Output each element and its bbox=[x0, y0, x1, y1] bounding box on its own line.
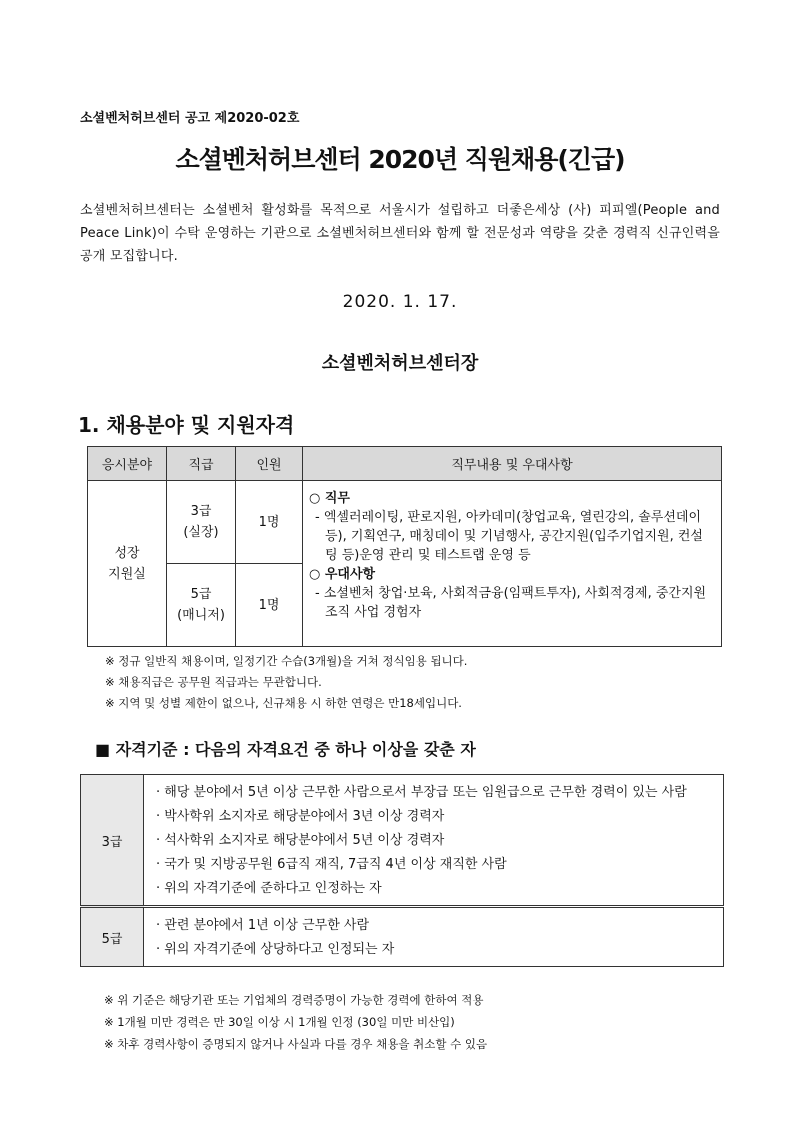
grade-line: 3급 bbox=[190, 504, 212, 519]
note-line: ※ 지역 및 성별 제한이 없으나, 신규채용 시 하한 연령은 만18세입니다. bbox=[105, 696, 462, 710]
criteria-item: · 국가 및 지방공무원 6급직 재직, 7급직 4년 이상 재직한 사람 bbox=[156, 857, 507, 872]
header-count: 인원 bbox=[236, 447, 303, 481]
criteria-item: · 석사학위 소지자로 해당분야에서 5년 이상 경력자 bbox=[156, 833, 445, 848]
grade-label: 5급 bbox=[81, 907, 144, 967]
count-cell: 1명 bbox=[236, 564, 303, 647]
recruitment-notes bbox=[105, 651, 467, 714]
note-line: ※ 1개월 미만 경력은 만 30일 이상 시 1개월 인정 (30일 미만 비산입) bbox=[104, 1015, 455, 1029]
grade5-criteria bbox=[144, 907, 724, 967]
grade3-criteria bbox=[144, 775, 724, 907]
grade-cell bbox=[167, 481, 236, 564]
count-cell: 1명 bbox=[236, 481, 303, 564]
table-row bbox=[81, 907, 724, 967]
criteria-item: · 관련 분야에서 1년 이상 근무한 사람 bbox=[156, 918, 370, 933]
header-grade: 직급 bbox=[167, 447, 236, 481]
criteria-item: · 위의 자격기준에 상당하다고 인정되는 자 bbox=[156, 942, 395, 957]
grade-label: 3급 bbox=[81, 775, 144, 907]
field-name-line: 지원실 bbox=[108, 566, 146, 582]
intro-paragraph: 소셜벤처허브센터는 소셜벤처 활성화를 목적으로 서울시가 설립하고 더좋은세상 (사) 피피엘(People and Peace Link)이 수탁 운영하는 기관으로 소셜벤처허브센터와 함께 할 전문성과 역량을 갖춘 경력직 신규인력을 공개 모집합니다. bbox=[80, 203, 720, 264]
grade-line: 5급 bbox=[190, 587, 212, 602]
page-title: 소셜벤처허브센터 2020년 직원채용(긴급) bbox=[175, 145, 625, 174]
criteria-item: · 박사학위 소지자로 해당분야에서 3년 이상 경력자 bbox=[156, 809, 445, 824]
table-header-row bbox=[88, 447, 722, 481]
section-title-recruitment: 1. 채용분야 및 지원자격 bbox=[78, 413, 295, 437]
section-title-qualifications: ■ 자격기준 : 다음의 자격요건 중 하나 이상을 갖춘 자 bbox=[95, 740, 476, 759]
preference-description: - 소셜벤처 창업·보육, 사회적금융(임팩트투자), 사회적경제, 중간지원조직 사업 경험자 bbox=[315, 586, 707, 620]
grade-line: (실장) bbox=[183, 525, 219, 540]
qualification-notes bbox=[104, 989, 487, 1055]
qualification-table bbox=[80, 774, 724, 967]
duty-description: - 엑셀러레이팅, 판로지원, 아카데미(창업교육, 열린강의, 솔루션데이 등), 기획연구, 매칭데이 및 기념행사, 공간지원(입주기업지원, 컨설팅 등)운영 관리 및 테스트랩 운영 등 bbox=[315, 510, 703, 563]
announcement-date: 2020. 1. 17. bbox=[342, 292, 458, 312]
grade-cell bbox=[167, 564, 236, 647]
field-cell bbox=[88, 481, 167, 647]
table-row bbox=[88, 481, 722, 564]
criteria-item: · 해당 분야에서 5년 이상 근무한 사람으로서 부장급 또는 임원급으로 근무한 경력이 있는 사람 bbox=[156, 785, 687, 800]
duty-cell bbox=[303, 481, 722, 647]
grade-line: (매니저) bbox=[177, 608, 225, 623]
note-line: ※ 정규 일반직 채용이며, 일정기간 수습(3개월)을 거쳐 정식임용 됩니다. bbox=[105, 654, 468, 668]
note-line: ※ 채용직급은 공무원 직급과는 무관합니다. bbox=[105, 675, 322, 689]
header-duty: 직무내용 및 우대사항 bbox=[303, 447, 722, 481]
field-name-line: 성장 bbox=[114, 545, 140, 561]
notice-number: 소셜벤처허브센터 공고 제2020-02호 bbox=[80, 111, 300, 126]
note-line: ※ 위 기준은 해당기관 또는 기업체의 경력증명이 가능한 경력에 한하여 적용 bbox=[104, 993, 484, 1007]
duty-heading: ○ 직무 bbox=[309, 491, 350, 506]
table-row bbox=[81, 775, 724, 907]
preference-heading: ○ 우대사항 bbox=[309, 567, 376, 582]
note-line: ※ 차후 경력사항이 증명되지 않거나 사실과 다를 경우 채용을 취소할 수 있음 bbox=[104, 1037, 488, 1051]
header-field: 응시분야 bbox=[88, 447, 167, 481]
criteria-item: · 위의 자격기준에 준하다고 인정하는 자 bbox=[156, 881, 382, 896]
issuer-name: 소셜벤처허브센터장 bbox=[321, 353, 479, 374]
recruitment-table bbox=[87, 446, 722, 647]
